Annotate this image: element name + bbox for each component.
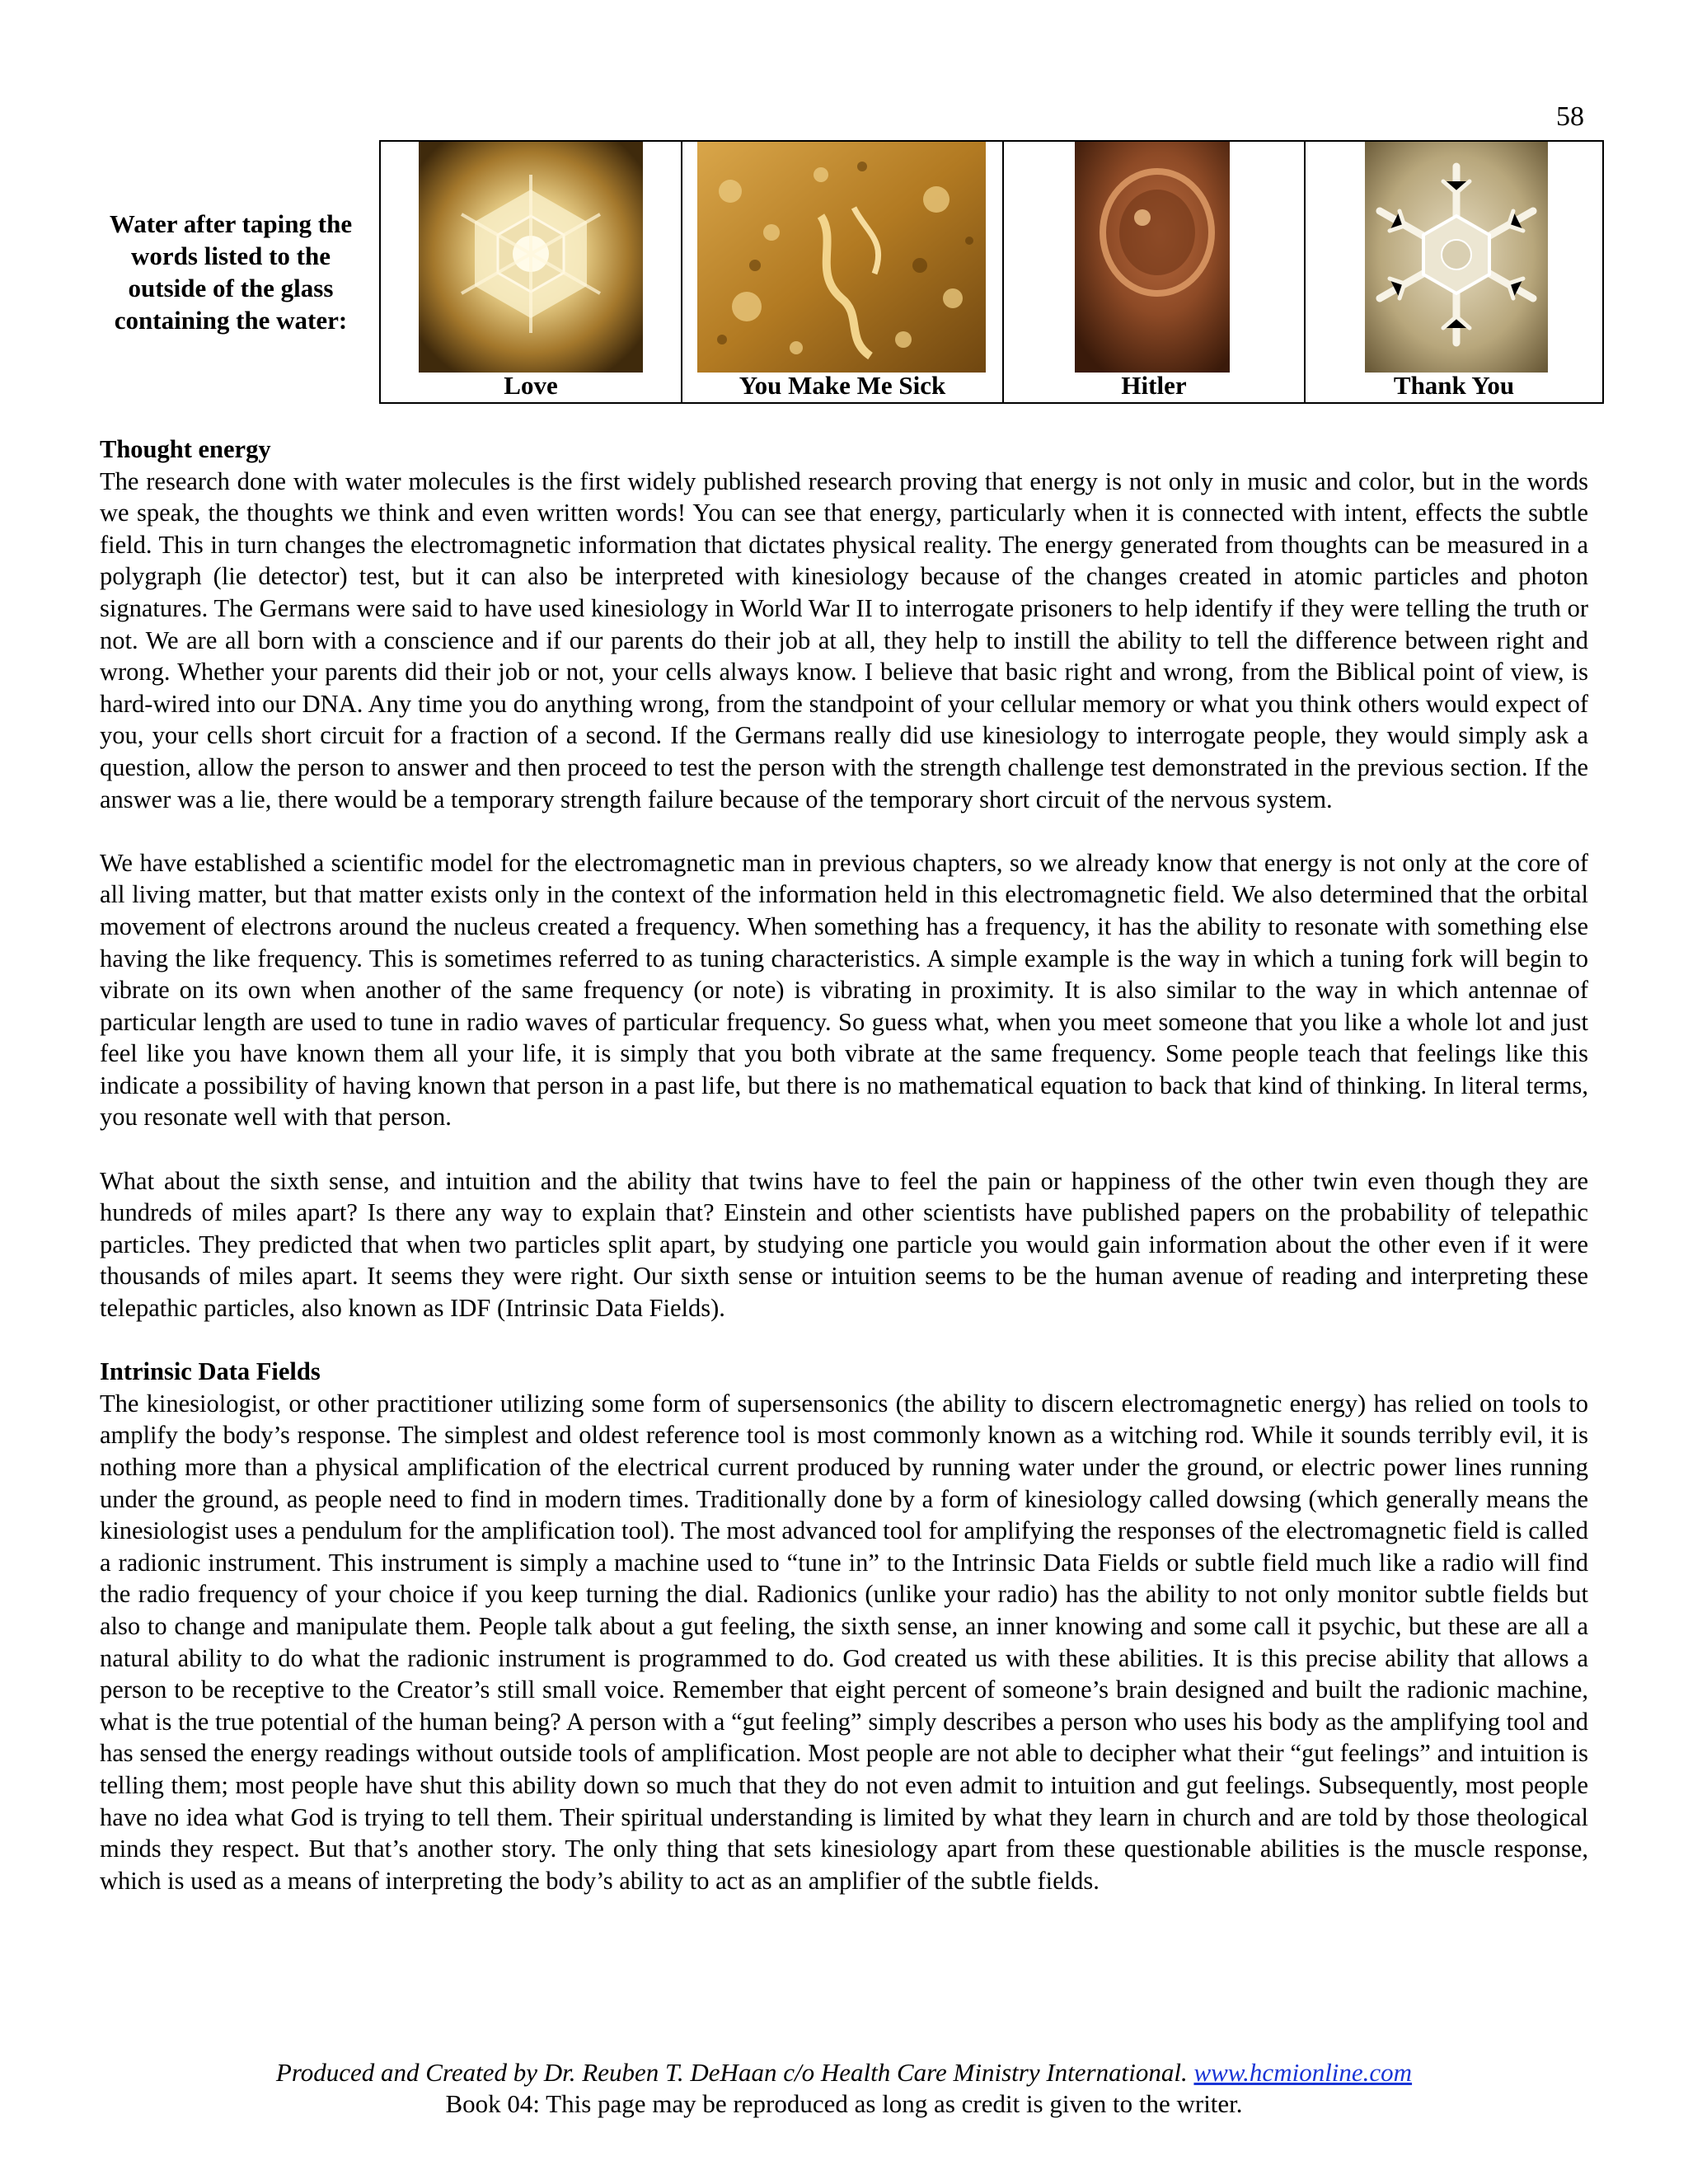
crystal-cell-hitler: [1004, 142, 1306, 402]
paragraph: What about the sixth sense, and intuition and the ability that twins have to feel the pain or happiness of the other twin even though they are hundreds of miles apart? Is there any way to explain that? Einstein and other scientists have published papers on the probability of telepathic particles. They predicted that when two particles split apart, by studying one particle you would gain information about the other even if it were thousands of miles apart. It seems they were right. Our sixth sense or intuition seems to be the human avenue of reading and interpreting these telepathic particles, also known as IDF (Intrinsic Data Fields).: [100, 1166, 1588, 1323]
hitler-crystal-photo: [1075, 142, 1230, 373]
crystal-label-thank-you: Thank You: [1393, 371, 1515, 400]
crystal-cell-you-make-me-sick: [682, 142, 1004, 402]
figure-caption: Water after taping the words listed to the outside of the glass containing the water:: [109, 209, 353, 335]
crystal-photo-table: [379, 140, 1604, 404]
footer-notice: Book 04: This page may be reproduced as long as credit is given to the writer.: [445, 2089, 1243, 2118]
footer-website-link[interactable]: www.hcmionline.com: [1193, 2058, 1413, 2087]
paragraph: We have established a scientific model for the electromagnetic man in previous chapters, so we already know that energy is not only at the core of all living matter, but that matter exists only in the context of the information held in this electromagnetic field. We also determined that the orbital movement of electrons around the nucleus created a frequency. When something has a frequency, it has the ability to resonate with something else having the like frequency. This is sometimes referred to as tuning characteristics. A simple example is the way in which a tuning fork will begin to vibrate on its own when another of the same frequency (or note) is vibrating in proximity. It is also similar to the way in which antennae of particular length are used to tune in radio waves of particular frequency. So guess what, when you meet someone that you like a whole lot and just feel like you have known them all your life, it is simply that you both vibrate at the same frequency. Some people teach that feelings like this indicate a possibility of having known that person in a past life, but there is no mathematical equation to back that kind of thinking. In literal terms, you resonate well with that person.: [100, 848, 1588, 1132]
love-crystal-photo: [419, 142, 643, 373]
crystal-label-hitler: Hitler: [1121, 371, 1187, 400]
paragraph: The kinesiologist, or other practitioner utilizing some form of supersensonics (the ability to discern electromagnetic energy) has relied on tools to amplify the body’s response. The simplest and oldest reference tool is most commonly known as a witching rod. While it sounds terribly evil, it is nothing more than a physical amplification of the electrical current produced by running water under the ground, or electric power lines running under the ground, as people need to find in modern times. Traditionally done by a form of kinesiology called dowsing (which generally means the kinesiologist uses a pendulum for the amplification tool). The most advanced tool for amplifying the responses of the electromagnetic field is called a radionic instrument. This instrument is simply a machine used to “tune in” to the Intrinsic Data Fields or subtle field much like a radio will find the radio frequency of your choice if you keep turning the dial. Radionics (unlike your radio) has the ability to not only monitor subtle fields but also to change and manipulate them. People talk about a gut feeling, the sixth sense, an inner knowing and some call it psychic, but these are all a natural ability to do what the radionic instrument is programmed to do. God created us with these abilities. It is this precise ability that allows a person to be receptive to the Creator’s still small voice. Remember that eight percent of someone’s brain designed and built the radionic machine, what is the true potential of the human being? A person with a “gut feeling” simply describes a person who uses his body as the amplifying tool and has sensed the energy readings without outside tools of amplification. Most people are not able to decipher what their “gut feelings” and intuition is telling them; most people have shut this ability down so much that they do not even admit to intuition and gut feelings. Subsequently, most people have no idea what God is trying to tell them. Their spiritual understanding is limited by what they learn in church and are told by those theological minds they respect. But that’s another story. The only thing that sets kinesiology apart from these questionable abilities is the muscle response, which is used as a means of interpreting the body’s ability to act as an amplifier of the subtle fields.: [100, 1389, 1588, 1895]
page-footer: [0, 2057, 1688, 2120]
paragraph: The research done with water molecules is the first widely published research proving that energy is not only in music and color, but in the words we speak, the thoughts we think and even written words! You can see that energy, particularly when it is connected with intent, effects the subtle field. This in turn changes the electromagnetic information that dictates physical reality. The energy generated from thoughts can be measured in a polygraph (lie detector) test, but it can also be interpreted with kinesiology because of the changes created in atomic particles and photon signatures. The Germans were said to have used kinesiology in World War II to interrogate prisoners to help identify if they were telling the truth or not. We are all born with a conscience and if our parents do their job at all, they help to instill the ability to tell the difference between right and wrong. Whether your parents did their job or not, your cells always know. I believe that basic right and wrong, from the Biblical point of view, is hard-wired into our DNA. Any time you do anything wrong, from the standpoint of your cellular memory or what you think others would expect of you, your cells short circuit for a fraction of a second. If the Germans really did use kinesiology to interrogate people, they would simply ask a question, allow the person to answer and then proceed to test the person with the strength challenge test demonstrated in the previous section. If the answer was a lie, there would be a temporary strength failure because of the temporary short circuit of the nervous system.: [100, 466, 1588, 813]
you-make-me-sick-crystal-photo: [697, 142, 986, 373]
article-body: [100, 434, 1588, 1896]
crystal-label-love: Love: [504, 371, 558, 400]
section-heading-intrinsic-data-fields: Intrinsic Data Fields: [100, 1357, 321, 1386]
crystal-label-you-make-me-sick: You Make Me Sick: [738, 371, 946, 400]
page-number: 58: [1556, 101, 1584, 132]
section-heading-thought-energy: Thought energy: [100, 435, 271, 463]
crystal-cell-love: [381, 142, 682, 402]
footer-credit: Produced and Created by Dr. Reuben T. DeHaan c/o Health Care Ministry International.: [275, 2058, 1188, 2087]
thank-you-crystal-photo: [1365, 142, 1548, 373]
crystal-cell-thank-you: [1306, 142, 1602, 402]
